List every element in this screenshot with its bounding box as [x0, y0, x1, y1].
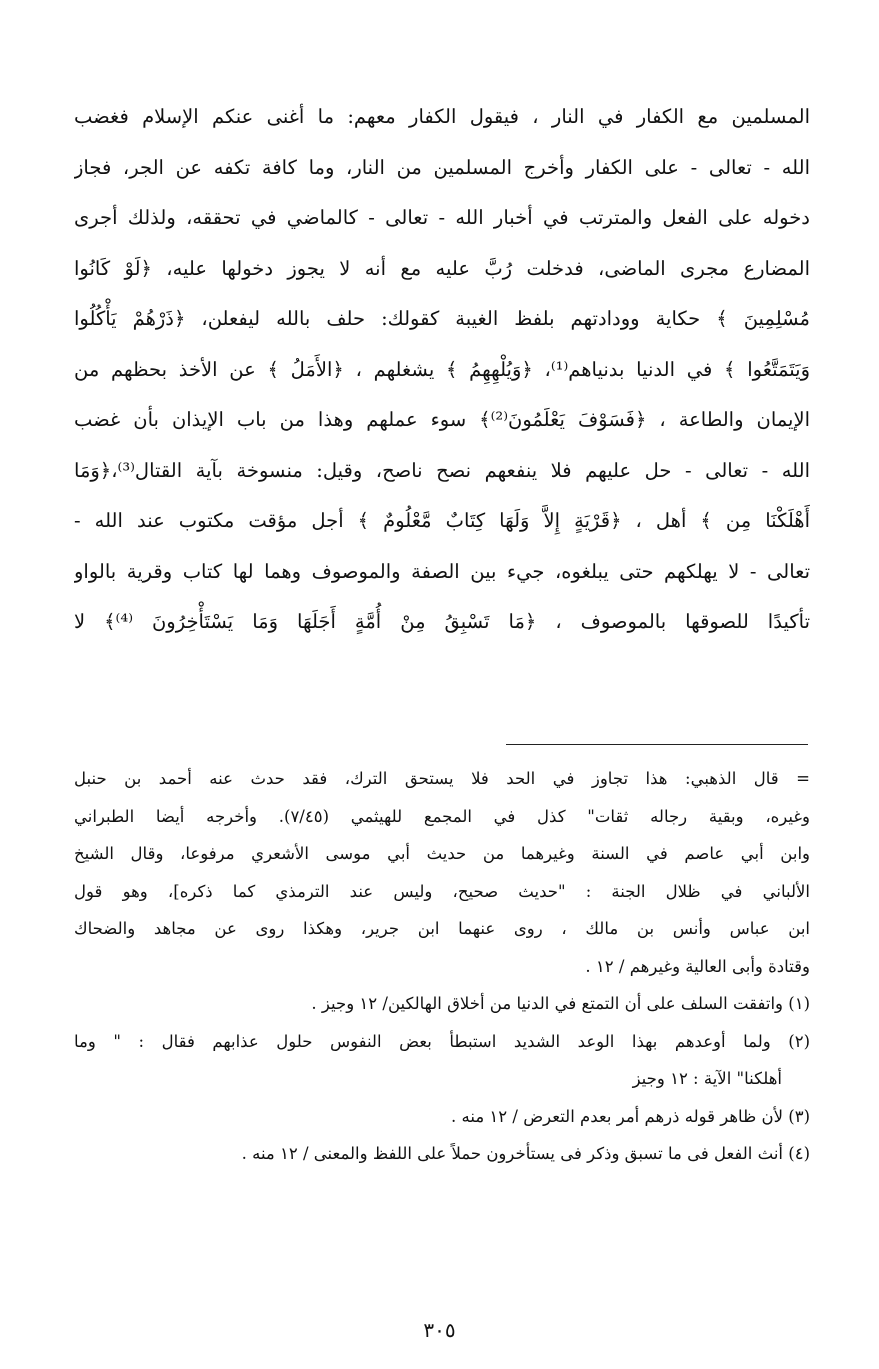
main-line: المسلمين مع الكفار في النار ، فيقول الكفار معهم: ما أغنى عنكم الإسلام فغضب [74, 105, 810, 128]
main-line: أَهْلَكْنَا مِن ﴾ أهل ، ﴿قَرْيَةٍ إِلاَّ وَلَهَا كِتَابٌ مَّعْلُومٌ ﴾ أجل مؤقت مكتوب عند الله - [74, 509, 810, 532]
main-text [74, 92, 810, 648]
footnote-line: وقتادة وأبى العالية وغيرهم / ١٢ . [585, 956, 810, 976]
footnote-divider [506, 744, 808, 745]
footnote-line: وغيره، وبقية رجاله ثقات" كذل في المجمع للهيثمي (٧/٤٥). وأخرجه أيضا الطبراني [74, 806, 810, 826]
footnote-line: (٢) ولما أوعدهم بهذا الوعد الشديد استبطأ بعض النفوس حلول عذابهم فقال : " وما [74, 1031, 810, 1051]
main-line: تعالى - لا يهلكهم حتى يبلغوه، جيء بين الصفة والموصوف وهما لها كتاب وقرية بالواو [74, 559, 810, 583]
footnote-1 [74, 985, 810, 1023]
footnotes [74, 760, 810, 1173]
main-line: مُسْلِمِينَ ﴾ حكاية وودادتهم بلفظ الغيبة كقولك: حلف بالله ليفعلن، ﴿ذَرْهُمْ يَأْكُلُوا [74, 307, 810, 330]
footnote-line: وابن أبي عاصم في السنة وغيرهما من حديث أبي موسى الأشعري مرفوعا، وقال الشيخ [74, 844, 810, 863]
footnote-2 [74, 1023, 810, 1098]
footnote-3 [74, 1098, 810, 1136]
footnote-line: (٣) لأن ظاهر قوله ذرهم أمر بعدم التعرض / ١٢ منه . [451, 1106, 810, 1126]
footnote-line: الألباني في ظلال الجنة : "حديث صحيح، وليس عند الترمذي كما ذكره]، وهو قول [74, 881, 810, 901]
main-line: الله - تعالى - حل عليهم فلا ينفعهم نصح ناصح، وقيل: منسوخة بآية القتال⁽³⁾،﴿وَمَا [74, 458, 810, 482]
main-line: الله - تعالى - على الكفار وأخرج المسلمين من النار، وما كافة تكفه عن الجر، فجاز [74, 155, 810, 179]
footnote-line: = قال الذهبي: هذا تجاوز في الحد فلا يستحق الترك، فقد حدث عنه أحمد بن حنبل [74, 769, 810, 788]
main-line: دخوله على الفعل والمترتب في أخبار الله - تعالى - كالماضي في تحققه، ولذلك أجرى [74, 206, 810, 229]
main-line: وَيَتَمَتَّعُوا ﴾ في الدنيا بدنياهم⁽¹⁾، ﴿وَيُلْهِهِمُ ﴾ يشغلهم ، ﴿الأَمَلُ ﴾ عن الأخذ بحظهم من [74, 357, 810, 381]
footnote-line: ابن عباس وأنس بن مالك ، روى عنهما ابن جرير، وهكذا روى عن مجاهد والضحاك [74, 919, 810, 938]
footnote-continued [74, 760, 810, 985]
main-line: الإيمان والطاعة ، ﴿فَسَوْفَ يَعْلَمُونَ⁽²⁾﴾ سوء عملهم وهذا من باب الإيذان بأن غضب [74, 408, 810, 431]
footnote-4 [74, 1135, 810, 1173]
page-number: ٣٠٥ [423, 1318, 456, 1342]
footnote-line: (٤) أنث الفعل فى ما تسبق وذكر فى يستأخرون حملاً على اللفظ والمعنى / ١٢ منه . [241, 1144, 810, 1163]
main-line: المضارع مجرى الماضى، فدخلت رُبَّ عليه مع أنه لا يجوز دخولها عليه، ﴿لَوْ كَانُوا [74, 256, 810, 280]
footnote-line: (١) واتفقت السلف على أن التمتع في الدنيا من أخلاق الهالكين/ ١٢ وجيز . [311, 994, 810, 1013]
main-line: تأكيدًا للصوقها بالموصوف ، ﴿مَا تَسْبِقُ مِنْ أُمَّةٍ أَجَلَهَا وَمَا يَسْتَأْخِرُونَ ⁽⁴⁾﴾ لا [74, 610, 810, 633]
footnote-line: أهلكنا" الآية : ١٢ وجيز [632, 1069, 782, 1088]
